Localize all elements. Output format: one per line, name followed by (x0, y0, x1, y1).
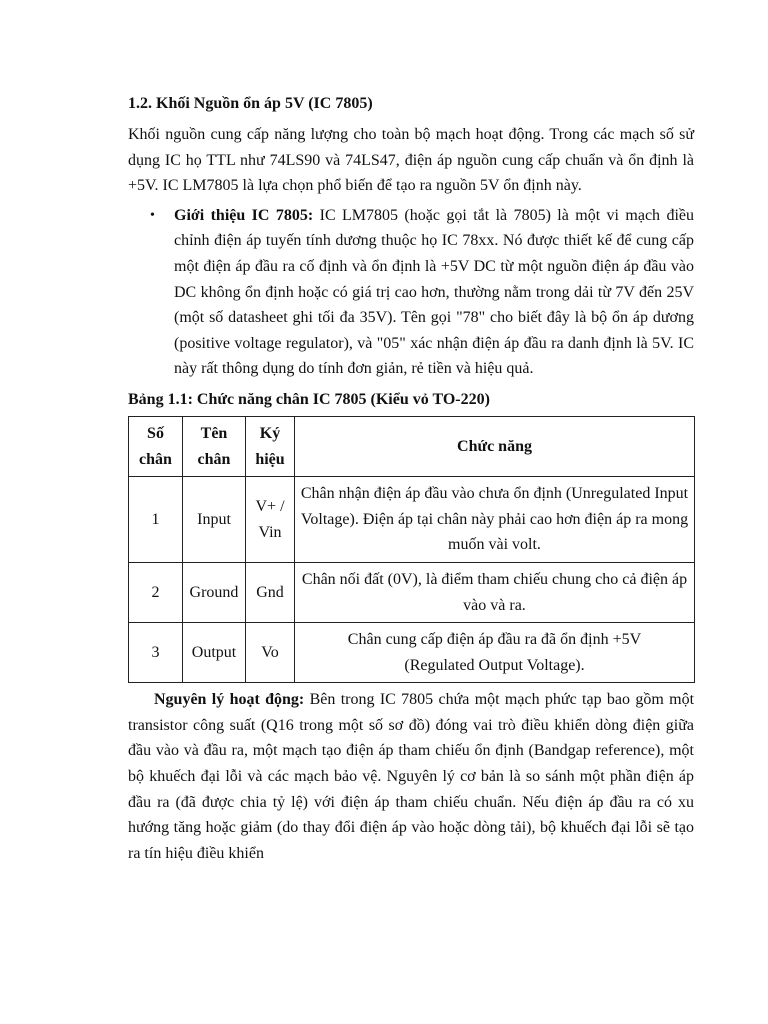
cell-symbol: Vo (246, 623, 295, 683)
pin-function-table (128, 416, 695, 683)
function-text: (Regulated Output Voltage). (404, 656, 585, 674)
bullet-list (128, 203, 694, 382)
header-text: hiệu (255, 450, 285, 468)
cell-symbol: Gnd (246, 562, 295, 622)
principle-text: Bên trong IC 7805 chứa một mạch phức tạp bao gồm một transistor công suất (Q16 trong một số sơ đồ) đóng vai trò điều khiển dòng điện giữa đầu vào và đầu ra, một mạch tạo điện áp tham chiếu ổn định (Bandgap reference), một bộ khuếch đại lỗi và các mạch bảo vệ. Nguyên lý cơ bản là so sánh một phần điện áp đầu ra (đã được chia tỷ lệ) với điện áp tham chiếu chuẩn. Nếu điện áp đầu ra có xu hướng tăng hoặc giảm (do thay đổi điện áp vào hoặc dòng tải), bộ khuếch đại lỗi sẽ tạo ra tín hiệu điều khiển (128, 691, 695, 862)
cell-pin-number: 1 (129, 477, 183, 563)
bullet-icon: • (150, 207, 155, 223)
intro-paragraph: Khối nguồn cung cấp năng lượng cho toàn bộ mạch hoạt động. Trong các mạch số sử dụng IC họ TTL như 74LS90 và 74LS47, điện áp nguồn cung cấp chuẩn và ổn định là +5V. IC LM7805 là lựa chọn phổ biến để tạo ra nguồn 5V ổn định này. (128, 126, 694, 195)
header-text: chân (197, 450, 231, 468)
header-text: chân (139, 450, 172, 468)
header-symbol (246, 416, 295, 476)
principle-label: Nguyên lý hoạt động: (154, 691, 305, 709)
document-page (128, 92, 694, 866)
table-row (129, 623, 695, 683)
header-text: Số (147, 424, 164, 442)
table-row (129, 562, 695, 622)
cell-pin-number: 2 (129, 562, 183, 622)
cell-function: Chân nối đất (0V), là điểm tham chiếu chung cho cả điện áp vào và ra. (295, 562, 695, 622)
symbol-text: Vin (258, 523, 282, 541)
cell-pin-name: Input (183, 477, 246, 563)
header-pin-name (183, 416, 246, 476)
section-heading: 1.2. Khối Nguồn ổn áp 5V (IC 7805) (128, 95, 373, 112)
cell-pin-name: Output (183, 623, 246, 683)
cell-symbol (246, 477, 295, 563)
header-function: Chức năng (295, 416, 695, 476)
list-item (150, 203, 694, 382)
header-text: Tên (200, 424, 228, 442)
cell-pin-name: Ground (183, 562, 246, 622)
cell-function (295, 623, 695, 683)
table-caption: Bảng 1.1: Chức năng chân IC 7805 (Kiểu vỏ TO-220) (128, 390, 490, 408)
symbol-text: V+ / (255, 497, 285, 515)
bullet-label: Giới thiệu IC 7805: (174, 206, 314, 224)
table-row (129, 477, 695, 563)
table-header-row (129, 416, 695, 476)
header-pin-number (129, 416, 183, 476)
function-text: Chân cung cấp điện áp đầu ra đã ổn định +5V (347, 631, 642, 649)
principle-paragraph (128, 687, 694, 866)
header-text: Ký (259, 424, 281, 442)
cell-pin-number: 3 (129, 623, 183, 683)
cell-function: Chân nhận điện áp đầu vào chưa ổn định (Unregulated Input Voltage). Điện áp tại chân này phải cao hơn điện áp ra mong muốn vài volt. (295, 477, 695, 563)
bullet-text: IC LM7805 (hoặc gọi tắt là 7805) là một vi mạch điều chỉnh điện áp tuyến tính dương thuộc họ IC 78xx. Nó được thiết kế để cung cấp một điện áp đầu ra cố định và ổn định là +5V DC từ một nguồn điện áp đầu vào DC không ổn định hoặc có giá trị cao hơn, thường nằm trong dải từ 7V đến 25V (một số datasheet ghi tối đa 35V). Tên gọi "78" cho biết đây là bộ ổn áp dương (positive voltage regulator), và "05" xác nhận điện áp đầu ra danh định là 5V. IC này rất thông dụng do tính đơn giản, rẻ tiền và hiệu quả. (174, 206, 694, 378)
